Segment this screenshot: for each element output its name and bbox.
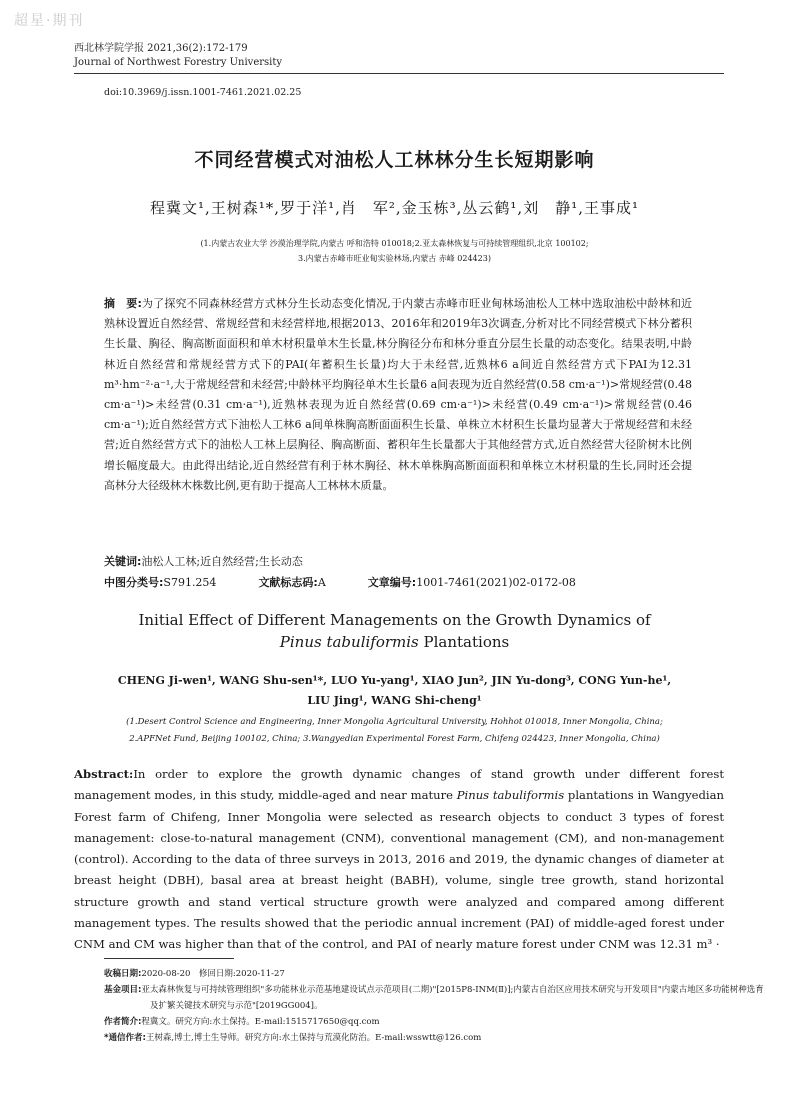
fund-label: 基金项目: (104, 985, 142, 995)
paper-title-en (0, 609, 789, 653)
header-divider (74, 73, 724, 74)
affiliation-zh-line: (1.内蒙古农业大学 沙漠治理学院,内蒙古 呼和浩特 010018;2.亚太森林恢复与可持续管理组织,北京 100102; (200, 239, 589, 248)
journal-citation: 西北林学院学报 2021,36(2):172-179 (74, 43, 248, 54)
paper-title-zh: 不同经营模式对油松人工林林分生长短期影响 (194, 149, 595, 171)
abstract-en (74, 764, 724, 956)
abstract-en-species: Pinus tabuliformis (456, 788, 565, 803)
fund-value: 亚太森林恢复与可持续管理组织"多功能林业示范基地建设试点示范项目(二期)"[2015P8-INM(Ⅱ)];内蒙古自治区应用技术研究与开发项目"内蒙古地区多功能树种选育及扩繁关键技术研究与示范"[2019GG004]。 (141, 985, 764, 1011)
authors-en-line: LIU Jing¹, WANG Shi-cheng¹ (307, 694, 482, 707)
footnote-fund (104, 982, 770, 1014)
abstract-en-label: Abstract: (74, 767, 134, 781)
title-en-species: Pinus tabuliformis (279, 633, 419, 651)
keywords-text: 油松人工林;近自然经营;生长动态 (141, 555, 303, 568)
affiliation-zh-line: 3.内蒙古赤峰市旺业甸实验林场,内蒙古 赤峰 024423) (298, 254, 491, 263)
watermark-text: 超星·期刊 (14, 13, 85, 29)
abstract-en-text: plantations in Wangyedian Forest farm of Chifeng, Inner Mongolia were selected as research objects to conduct 3 types of forest management: close-to-natural management (CNM), conventional management (CM), and non-management (control). According to the data of three surveys in 2013, 2016 and 2019, the dynamic changes of diameter at breast height (DBH), basal area at breast height (BABH), volume, single tree growth, stand horizontal structure growth and stand vertical structure growth were analyzed and compared among different management types. The results showed that the periodic annual increment (PAI) of middle-aged forest under CNM and CM was higher than that of the control, and PAI of nearly mature forest under CNM was 12.31 m³ · (74, 788, 724, 952)
affiliation-en-line: (1.Desert Control Science and Engineering, Inner Mongolia Agricultural University, Hohhot 010018, Inner Mongolia, China; (126, 717, 663, 727)
affiliation-en-line: 2.APFNet Fund, Beijing 100102, China; 3.Wangyedian Experimental Forest Farm, Chifeng 024423, Inner Mongolia, China) (129, 734, 660, 744)
affiliation-zh (0, 236, 789, 266)
footnote-correspondence (104, 1030, 724, 1046)
journal-name-en: Journal of Northwest Forestry University (74, 57, 283, 68)
article-no-value: 1001-7461(2021)02-0172-08 (416, 576, 576, 589)
doc-code-value: A (317, 576, 326, 589)
author-bio-label: 作者简介: (104, 1017, 142, 1027)
doc-code-label: 文献标志码: (258, 576, 318, 589)
footnote-author (104, 1014, 724, 1030)
classification-row (104, 574, 692, 590)
abstract-zh-label: 摘 要: (104, 297, 142, 310)
journal-header (74, 42, 282, 70)
clc-label: 中图分类号: (104, 576, 164, 589)
title-en-line: Initial Effect of Different Managements on the Growth Dynamics of (138, 611, 651, 629)
corr-value: 王树森,博士,博士生导师。研究方向:水土保持与荒漠化防治。E-mail:wsswtt@126.com (145, 1033, 482, 1043)
abstract-zh-text: 为了探究不同森林经营方式林分生长动态变化情况,于内蒙古赤峰市旺业甸林场油松人工林中选取油松中龄林和近熟林设置近自然经营、常规经营和未经营样地,根据2013、2016年和2019年3次调查,分析对比不同经营模式下林分蓄积生长量、胸径、胸高断面面积和单木材积量单木生长量,林分胸径分布和林分垂直分层生长量的动态变化。结果表明,中龄林近自然经营和常规经营方式下的PAI(年蓄积生长量)均大于未经营,近熟林6 a间近自然经营方式下PAI为12.31 m³·hm⁻²·a⁻¹,大于常规经营和未经营;中龄林平均胸径单木生长量6 a间表现为近自然经营(0.58 cm·a⁻¹)>常规经营(0.48 cm·a⁻¹)>未经营(0.31 cm·a⁻¹),近熟林表现为近自然经营(0.69 cm·a⁻¹)>未经营(0.49 cm·a⁻¹)>常规经营(0.46 cm·a⁻¹);近自然经营方式下油松人工林6 a间单株胸高断面面积生长量、单株立木材积生长量均显著大于常规经营和未经营;近自然经营方式下的油松人工林上层胸径、胸高断面、蓄积年生长量都大于其他经营方式,近自然经营大径阶树木比例增长幅度最大。由此得出结论,近自然经营有利于林木胸径、林木单株胸高断面面积和单株立木材积量的生长,同时还会提高林分大径级林木株数比例,更有助于提高人工林林木质量。 (104, 297, 692, 492)
footnote-dates (104, 966, 724, 982)
footnote-divider (104, 958, 234, 959)
keywords-zh (104, 553, 303, 569)
abstract-zh (104, 294, 692, 496)
affiliation-en (0, 714, 789, 748)
authors-zh: 程冀文¹,王树森¹*,罗于洋¹,肖 军²,金玉栋³,丛云鹤¹,刘 静¹,王事成¹ (150, 199, 639, 217)
dates-label: 收稿日期: (104, 969, 142, 979)
dates-value: 2020-08-20 修回日期:2020-11-27 (141, 969, 285, 979)
article-no-label: 文章编号: (367, 576, 417, 589)
authors-en (0, 671, 789, 711)
abstract-en-text: In order to explore the growth dynamic changes of stand growth under different forest management modes, in this study, middle-aged and near mature (74, 767, 724, 803)
title-en-tail: Plantations (418, 633, 510, 651)
corr-label: *通信作者: (104, 1033, 146, 1043)
clc-value: S791.254 (163, 576, 217, 589)
keywords-label: 关键词: (104, 555, 142, 568)
author-bio-value: 程冀文。研究方向:水土保持。E-mail:1515717650@qq.com (141, 1017, 380, 1027)
doi-text[interactable]: doi:10.3969/j.issn.1001-7461.2021.02.25 (104, 87, 302, 98)
authors-en-line: CHENG Ji-wen¹, WANG Shu-sen¹*, LUO Yu-yang¹, XIAO Jun², JIN Yu-dong³, CONG Yun-he¹, (117, 674, 672, 687)
